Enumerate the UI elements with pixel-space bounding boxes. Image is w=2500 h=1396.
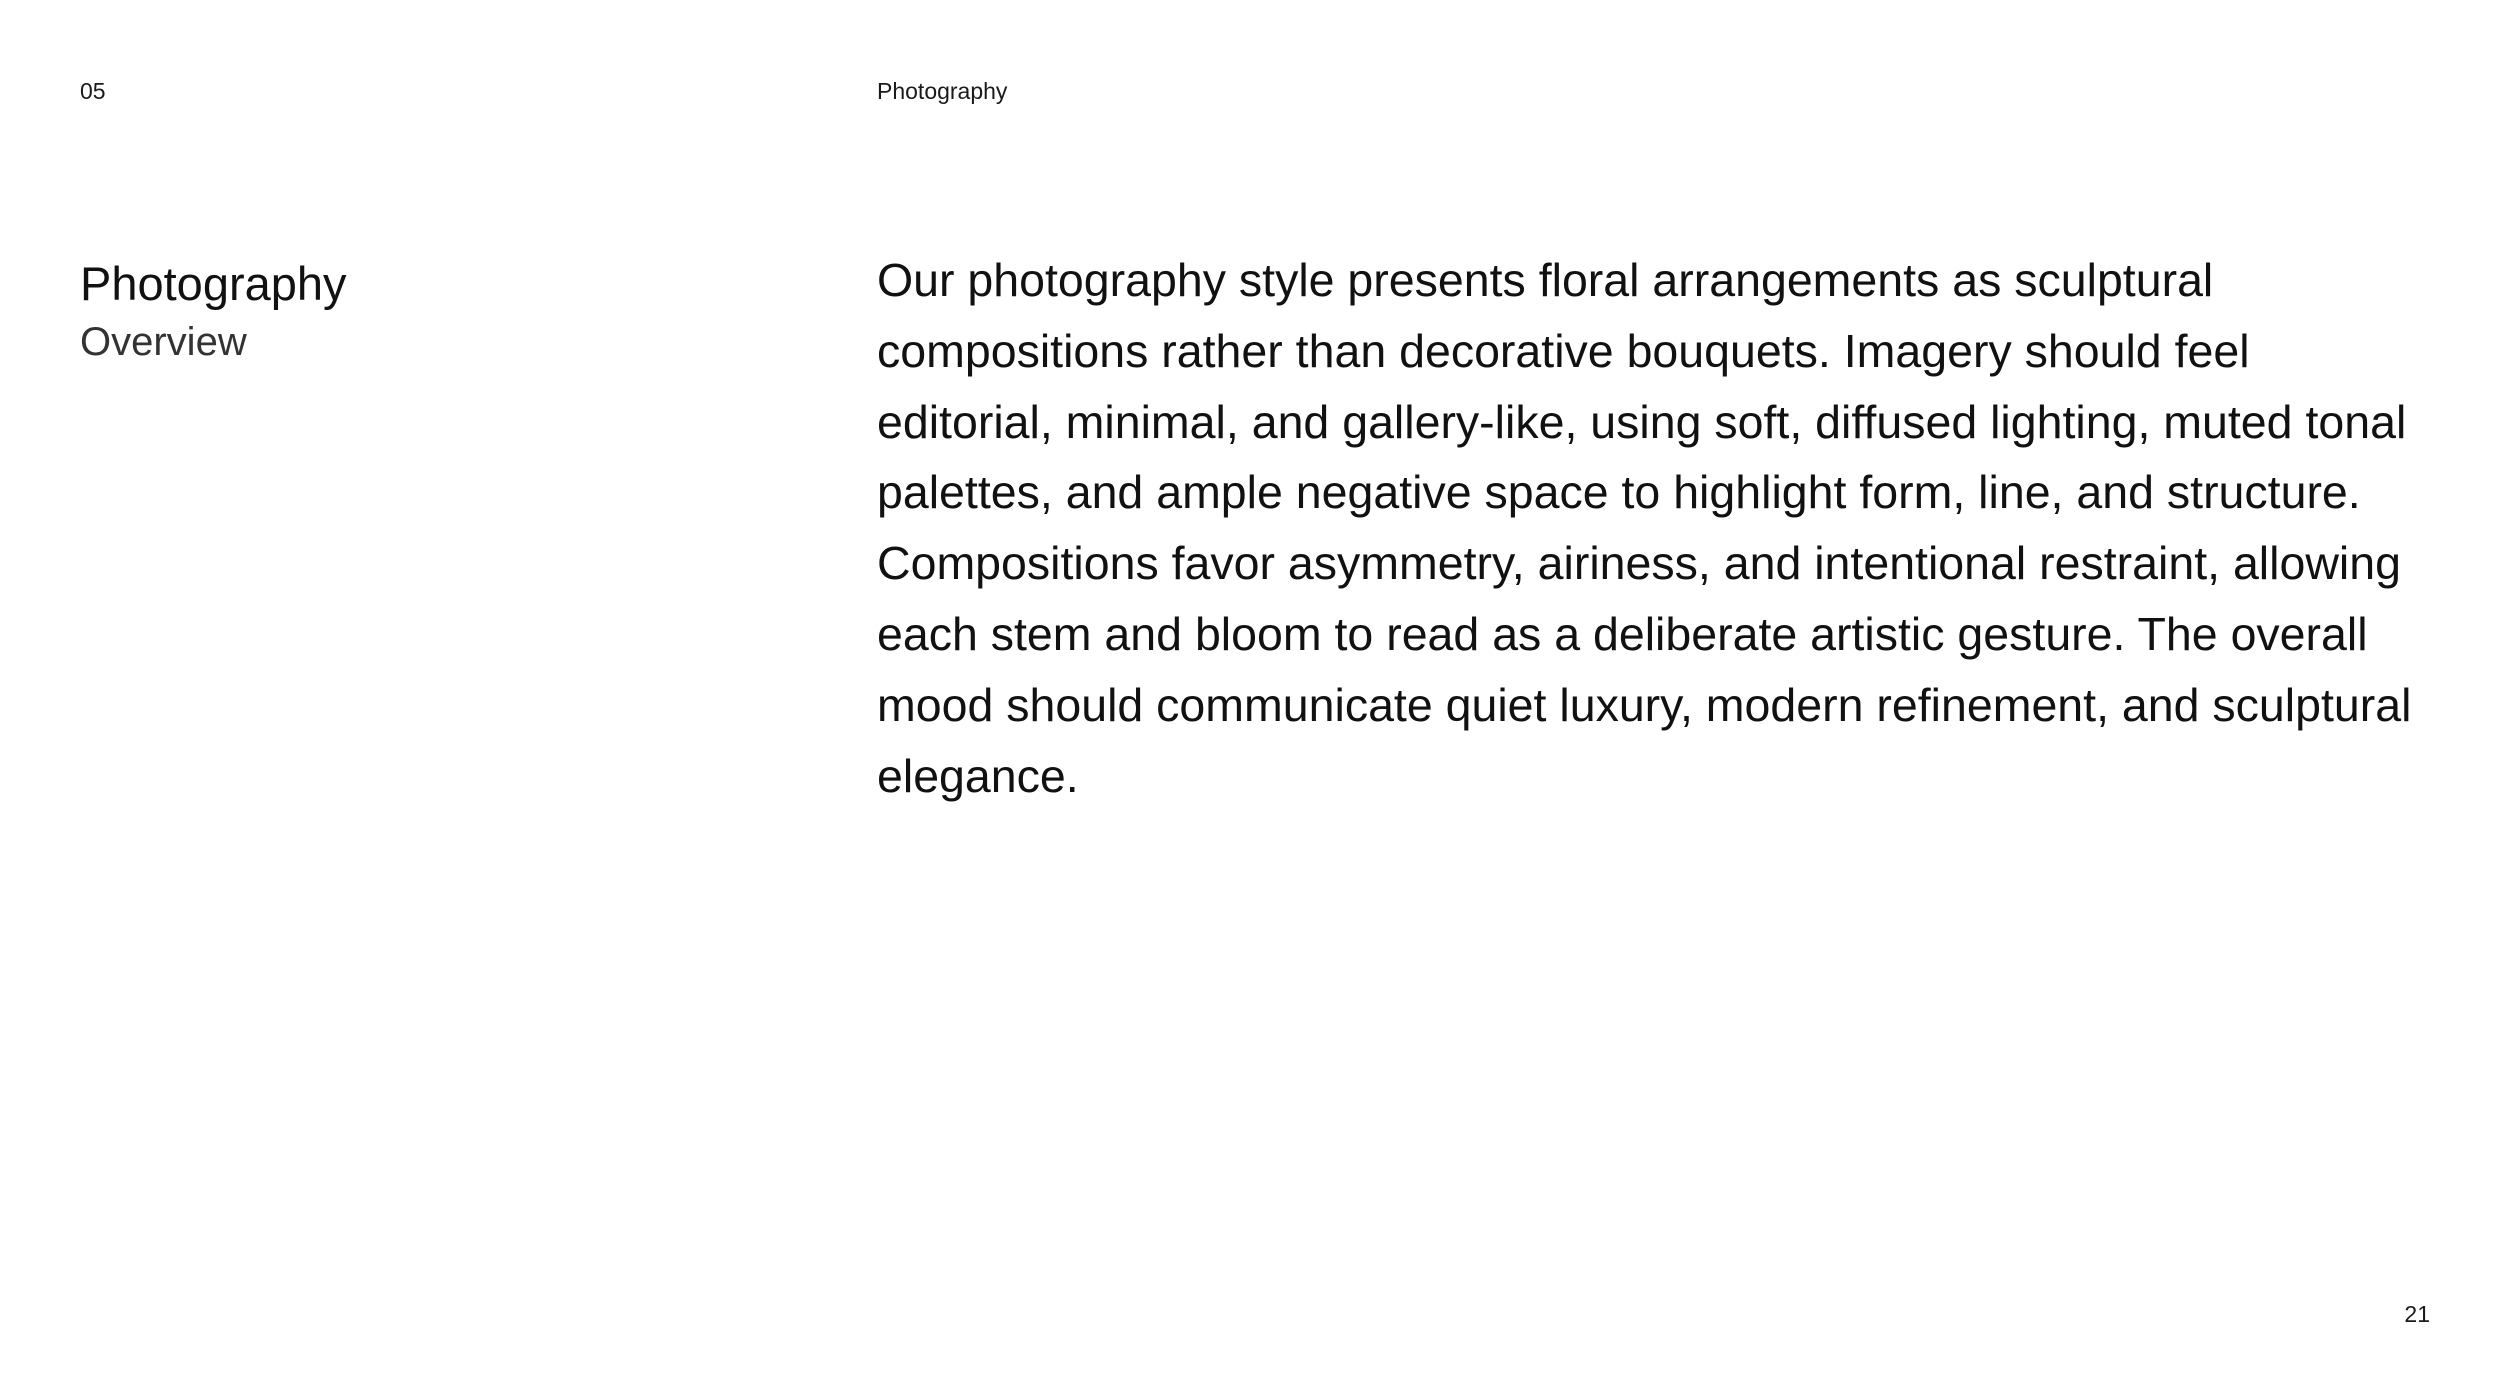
page-title: Photography (80, 257, 347, 310)
section-number: 05 (80, 78, 106, 104)
page-number: 21 (2404, 1301, 2430, 1327)
heading-block (80, 254, 780, 370)
body-paragraph: Our photography style presents floral arrangements as sculptural compositions rather than decorative bouquets. Imagery should feel editorial, minimal, and gallery-like, using soft, diffused lighting, muted tonal palettes, and ample negative space to highlight form, line, and structure. Compositions favor asymmetry, airiness, and intentional restraint, allowing each stem and bloom to read as a deliberate artistic gesture. The overall mood should communicate quiet luxury, modern refinement, and sculptural elegance. (877, 254, 2412, 802)
section-label: Photography (877, 78, 1008, 104)
page-subtitle: Overview (80, 320, 247, 364)
